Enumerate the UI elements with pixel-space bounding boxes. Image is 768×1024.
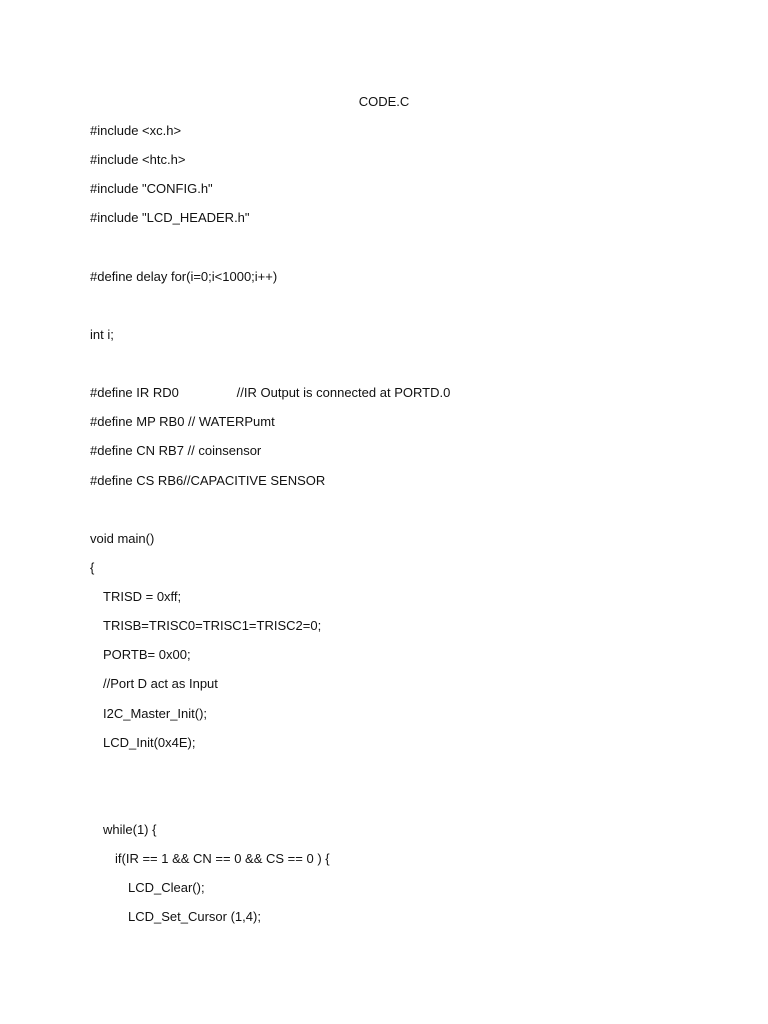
code-line: LCD_Set_Cursor (1,4); <box>128 909 261 924</box>
code-line: int i; <box>90 327 114 342</box>
code-line: while(1) { <box>103 822 157 837</box>
code-line: #define CN RB7 // coinsensor <box>90 443 262 458</box>
code-line: #include <xc.h> <box>90 123 182 138</box>
code-line: #include <htc.h> <box>90 152 186 167</box>
code-line: if(IR == 1 && CN == 0 && CS == 0 ) { <box>115 851 330 866</box>
code-line: #define delay for(i=0;i<1000;i++) <box>90 269 278 284</box>
code-line: #include "LCD_HEADER.h" <box>90 210 250 225</box>
code-line: #define MP RB0 // WATERPumt <box>90 414 275 429</box>
code-line: LCD_Clear(); <box>128 880 205 895</box>
code-line: void main() <box>90 531 155 546</box>
code-line: TRISD = 0xff; <box>103 589 182 604</box>
code-line: LCD_Init(0x4E); <box>103 735 196 750</box>
code-line: { <box>90 560 95 575</box>
code-line: PORTB= 0x00; <box>103 647 191 662</box>
code-line: #define CS RB6//CAPACITIVE SENSOR <box>90 473 326 488</box>
code-line: #include "CONFIG.h" <box>90 181 213 196</box>
code-line: TRISB=TRISC0=TRISC1=TRISC2=0; <box>103 618 322 633</box>
code-line: //Port D act as Input <box>103 676 218 691</box>
code-line: I2C_Master_Init(); <box>103 706 208 721</box>
document-title: CODE.C <box>358 94 410 109</box>
code-line: #define IR RD0 //IR Output is connected at PORTD.0 <box>90 385 451 400</box>
